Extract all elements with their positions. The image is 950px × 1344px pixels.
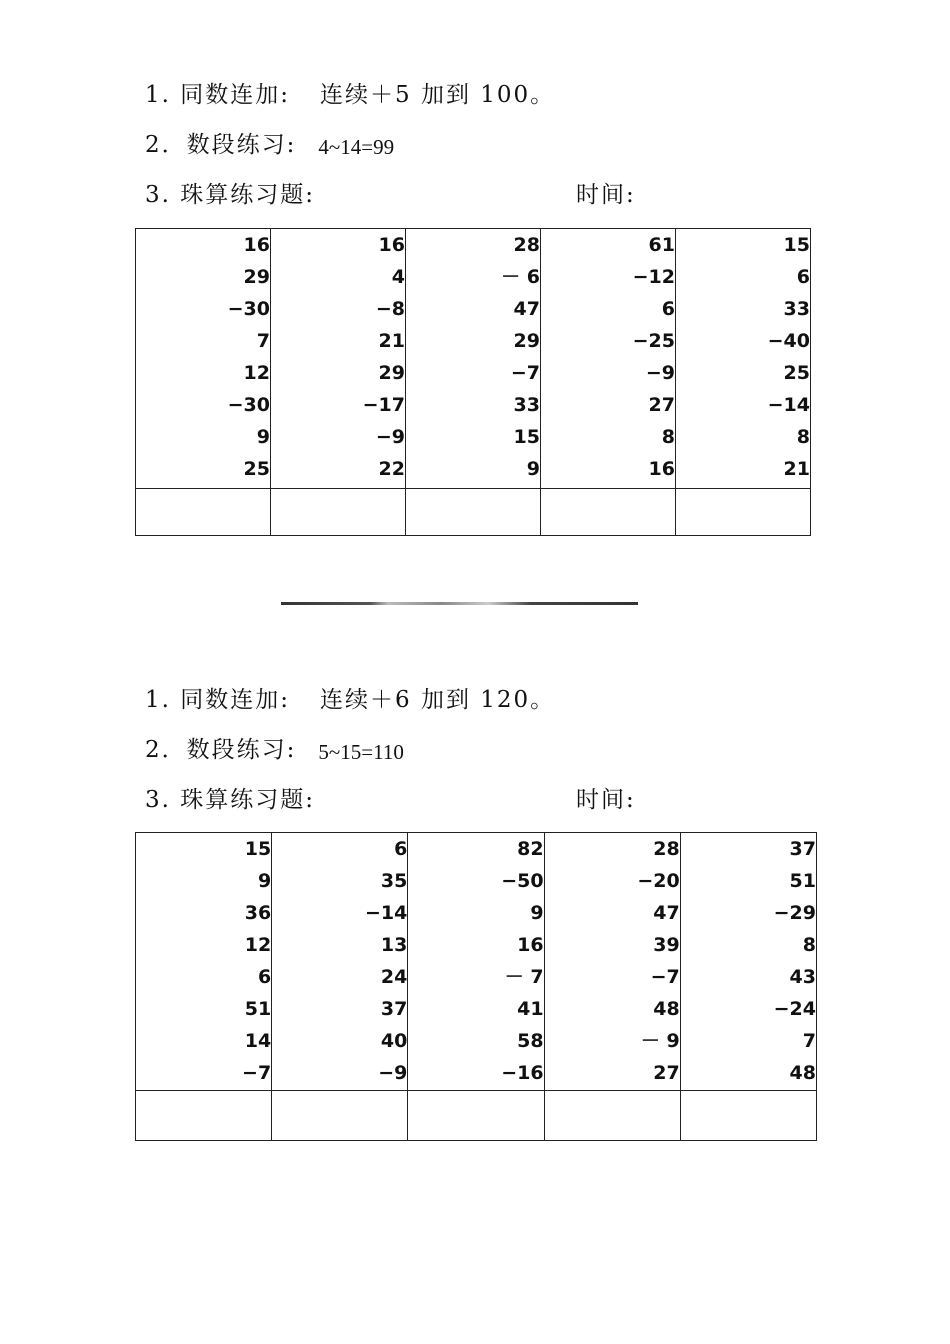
problem-number: 16 [648,458,675,480]
problem-number: 9 [530,902,544,924]
problem-number: 29 [378,362,405,384]
problem-number: 27 [653,1062,680,1084]
time-label: 时间: [576,182,636,208]
problem-number: 21 [378,330,405,352]
problem-number: −9 [375,426,405,448]
problem-number: −7 [650,966,680,988]
problem-number: −25 [632,330,675,352]
range-practice-value: 4~14=99 [318,135,395,159]
problem-number: 35 [380,870,408,892]
problem-number: 7 [256,330,270,352]
problem-number: 61 [648,234,675,256]
problem-number: 27 [648,394,675,416]
problem-column [271,229,406,489]
abacus-exercise-table [135,832,817,1141]
same-number-addition-label: 1. 同数连加: [145,82,291,108]
problem-number: 15 [783,234,810,256]
problem-number: 6 [661,298,675,320]
problem-number: 28 [653,838,680,860]
problem-number: 37 [789,838,816,860]
problem-column [676,229,811,489]
problem-number: 13 [380,934,408,956]
problem-number: −17 [362,394,405,416]
answer-cell[interactable] [136,489,271,536]
answer-cell[interactable] [680,1091,816,1141]
problem-number: 21 [783,458,810,480]
range-practice-value: 5~15=110 [318,740,404,764]
problem-number: 9 [256,426,270,448]
range-practice-label: 2．数段练习: [145,132,297,158]
problem-number: −14 [767,394,810,416]
answer-cell[interactable] [676,489,811,536]
problem-number: 6 [796,266,810,288]
problem-number: 28 [513,234,540,256]
problem-number: 48 [789,1062,816,1084]
problem-number: 33 [513,394,540,416]
problem-number: 6 [394,838,408,860]
answers-row [136,489,811,536]
problem-number: 16 [517,934,544,956]
problem-number: −29 [773,902,816,924]
problem-number: 24 [380,966,408,988]
problem-number: 41 [517,998,544,1020]
problem-number: 15 [513,426,540,448]
same-number-addition-label: 1. 同数连加: [145,687,291,713]
range-practice-label: 2．数段练习: [145,737,297,763]
problem-number: 37 [380,998,408,1020]
problem-number: −9 [645,362,675,384]
abacus-practice-label: 3. 珠算练习题: [145,787,316,813]
problem-column [541,229,676,489]
problem-number: 8 [661,426,675,448]
problem-number: 29 [243,266,270,288]
problem-number: 6 [257,966,272,988]
problem-number: － 9 [640,1030,680,1052]
problem-number: 16 [243,234,270,256]
problem-column [408,833,544,1091]
problem-number: 7 [802,1030,816,1052]
abacus-exercise-table [135,228,811,536]
abacus-practice-label: 3. 珠算练习题: [145,182,316,208]
problem-number: 12 [243,362,270,384]
problem-column [136,229,271,489]
problem-number: 36 [244,902,272,924]
problem-number: −12 [632,266,675,288]
answer-cell[interactable] [408,1091,544,1141]
problem-number: 4 [391,266,405,288]
answer-cell[interactable] [406,489,541,536]
problem-number: 33 [783,298,810,320]
problem-number: － 7 [504,966,544,988]
answer-cell[interactable] [271,489,406,536]
problem-number: 25 [243,458,270,480]
problem-number: 22 [378,458,405,480]
problem-number: 40 [380,1030,408,1052]
problem-column [136,833,272,1091]
problem-number: −16 [501,1062,544,1084]
problem-number: −8 [375,298,405,320]
problem-number: −40 [767,330,810,352]
problem-number: −30 [227,394,270,416]
same-number-addition-value: 连续＋5 加到 100。 [320,82,556,108]
problem-number: 14 [244,1030,272,1052]
problem-number: −24 [773,998,816,1020]
answer-cell[interactable] [272,1091,408,1141]
answer-cell[interactable] [541,489,676,536]
problem-number: 47 [513,298,540,320]
problem-number: 39 [653,934,680,956]
section-divider [281,602,638,605]
problem-number: 8 [802,934,816,956]
problem-column [680,833,816,1091]
problems-row [136,833,817,1091]
problem-number: 25 [783,362,810,384]
problem-number: −50 [501,870,544,892]
same-number-addition-line [145,76,555,109]
problem-number: 29 [513,330,540,352]
problem-number: −9 [378,1062,408,1084]
range-practice-line [145,126,394,159]
problem-number: 43 [789,966,816,988]
problem-number: −7 [242,1062,272,1084]
problem-column [406,229,541,489]
problem-number: 9 [257,870,272,892]
problem-number: −20 [637,870,680,892]
problem-number: － 6 [501,266,540,288]
problem-number: 58 [517,1030,544,1052]
answer-cell[interactable] [136,1091,272,1141]
problem-number: 51 [789,870,816,892]
problems-row [136,229,811,489]
problem-column [544,833,680,1091]
answers-row [136,1091,817,1141]
problem-number: −7 [510,362,540,384]
range-practice-line [145,731,404,764]
same-number-addition-line [145,681,555,714]
problem-number: 51 [244,998,272,1020]
problem-number: −30 [227,298,270,320]
problem-column [272,833,408,1091]
problem-number: 47 [653,902,680,924]
problem-number: 9 [526,458,540,480]
problem-number: 48 [653,998,680,1020]
problem-number: 12 [244,934,272,956]
problem-number: 15 [244,838,272,860]
answer-cell[interactable] [544,1091,680,1141]
problem-number: −14 [365,902,408,924]
problem-number: 8 [796,426,810,448]
time-label: 时间: [576,787,636,813]
problem-number: 16 [378,234,405,256]
problem-number: 82 [517,838,544,860]
same-number-addition-value: 连续＋6 加到 120。 [320,687,556,713]
